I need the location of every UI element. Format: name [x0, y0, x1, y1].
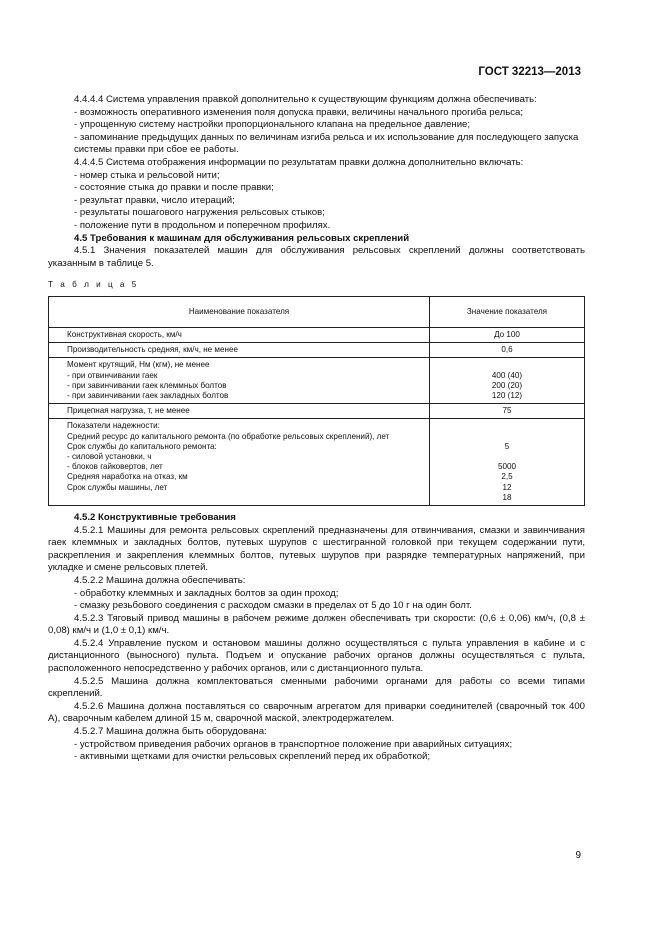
table-row [49, 327, 585, 342]
list-item: - устройством приведения рабочих органов в транспортное положение при аварийных ситуациях; [74, 738, 513, 750]
list-item: - состояние стыка до правки и после правки; [74, 182, 274, 194]
cell-text: Прицепная нагрузка, т, не менее [67, 406, 190, 416]
list-item: - упрощенную систему настройки пропорционального клапана на предельное давление; [74, 119, 471, 131]
list-item: - результаты пошагового нагружения рельсовых стыков; [74, 207, 325, 219]
table-cell-value [430, 404, 585, 419]
table-row [49, 358, 585, 404]
list-item: - положение пути в продольном и поперечном профилях. [74, 219, 331, 231]
cell-text: Показатели надежности: Средний ресурс до капитального ремонта (по обработке рельсовых скреплений), лет Срок службы до капитального ремонта: - силовой установки, ч - блоков гайковертов, лет Средняя наработка на отказ, км Срок службы машины, лет [67, 421, 390, 492]
paragraph: 4.5.2.3 Тяговый привод машины в рабочем режиме должен обеспечивать три скорости: (0,6 ± 0,06) км/ч, (0,8 ± 0,08) км/ч и (1,0 ± 0,1) км/ч. [48, 612, 585, 637]
section-heading: 4.5.2 Конструктивные требования [74, 511, 236, 523]
cell-text: 0,6 [501, 345, 513, 355]
cell-text: Производительность средняя, км/ч, не менее [67, 345, 238, 355]
paragraph: 4.5.2.6 Машина должна поставляться со сварочным агрегатом для приварки соединителей (сварочный ток 400 А), сварочным кабелем длиной 15 м, сварочной маской, электродержателем. [48, 700, 585, 725]
column-header-name: Наименование показателя [49, 296, 430, 327]
paragraph: 4.4.4.5 Система отображения информации по результатам правки должна дополнительно включать: [74, 156, 524, 168]
cell-text: 75 [502, 406, 512, 416]
section-heading: 4.5 Требования к машинам для обслуживания рельсовых скреплений [74, 232, 410, 244]
column-header-value: Значение показателя [430, 296, 585, 327]
list-item: - смазку резьбового соединения с расходом смазки в пределах от 5 до 10 г на один болт. [74, 600, 472, 612]
paragraph: 4.5.2.5 Машина должна комплектоваться сменными рабочими органами для работы со всеми типами скреплений. [48, 675, 585, 700]
list-item: - результат правки, число итераций; [74, 194, 235, 206]
list-item: - запоминание предыдущих данных по величинам изгиба рельса и их использование для последующего запуска системы правки при сбое ее работы. [74, 131, 579, 156]
table-cell-name [49, 327, 430, 342]
text-block-top [48, 94, 585, 270]
list-item: - возможность оперативного изменения поля допуска правки, величины начального прогиба рельса; [74, 106, 523, 118]
table-row [49, 419, 585, 506]
paragraph: 4.5.2.2 Машина должна обеспечивать: [74, 574, 246, 586]
page-content [48, 94, 585, 764]
table-row [49, 404, 585, 419]
cell-text: 400 (40) 200 (20) 120 (12) [491, 370, 523, 400]
cell-text: Момент крутящий, Нм (кгм), не менее - при отвинчивании гаек - при завинчивании гаек клеммных болтов - при завинчивании гаек закладных болтов [67, 360, 229, 400]
table-cell-name [49, 419, 430, 506]
cell-text: 5 5000 2,5 12 18 [497, 441, 516, 502]
cell-text: До 100 [494, 329, 520, 339]
list-item: - обработку клеммных и закладных болтов за один проход; [74, 587, 339, 599]
table-cell-value [430, 343, 585, 358]
paragraph: 4.5.2.7 Машина должна быть оборудована: [74, 726, 267, 738]
paragraph: 4.5.1 Значения показателей машин для обслуживания рельсовых скреплений должны соответствовать указанным в таблице 5. [48, 245, 585, 269]
table-cell-value [430, 358, 585, 404]
table-header-row [49, 296, 585, 327]
paragraph: 4.5.2.4 Управление пуском и остановом машины должно осуществляться с пульта управления в кабине и с дистанционного (выносного) пульта. Подъем и опускание рабочих органов должны осуществляться с пульта, расположенного непосредственно у рабочих органов, или с дистанционного пульта. [48, 637, 585, 675]
table-cell-name [49, 343, 430, 358]
table-row [49, 343, 585, 358]
table-caption: Т а б л и ц а 5 [48, 280, 139, 290]
table-cell-value [430, 327, 585, 342]
paragraph: 4.4.4.4 Система управления правкой дополнительно к существующим функциям должна обеспечивать: [74, 94, 537, 105]
cell-text: Конструктивная скорость, км/ч [67, 329, 182, 339]
paragraph: 4.5.2.1 Машины для ремонта рельсовых скреплений предназначены для отвинчивания, смазки и завинчивания гаек клеммных и закладных болтов, путевых шурупов с шестигранной головкой при текущем содержании пути, раскрепления и закрепления клеммных болтов, путевых шурупов при разрядке температурных напряжений, при укладке и смене рельсовых плетей. [48, 524, 585, 574]
table-cell-name [49, 358, 430, 404]
list-item: - активными щетками для очистки рельсовых скреплений перед их обработкой; [74, 751, 431, 763]
page-number: 9 [575, 850, 581, 861]
document-header: ГОСТ 32213—2013 [478, 66, 581, 78]
text-block-bottom [48, 512, 585, 764]
list-item: - номер стыка и рельсовой нити; [74, 169, 220, 181]
table-cell-name [49, 404, 430, 419]
table-cell-value [430, 419, 585, 506]
table-5 [48, 296, 585, 506]
